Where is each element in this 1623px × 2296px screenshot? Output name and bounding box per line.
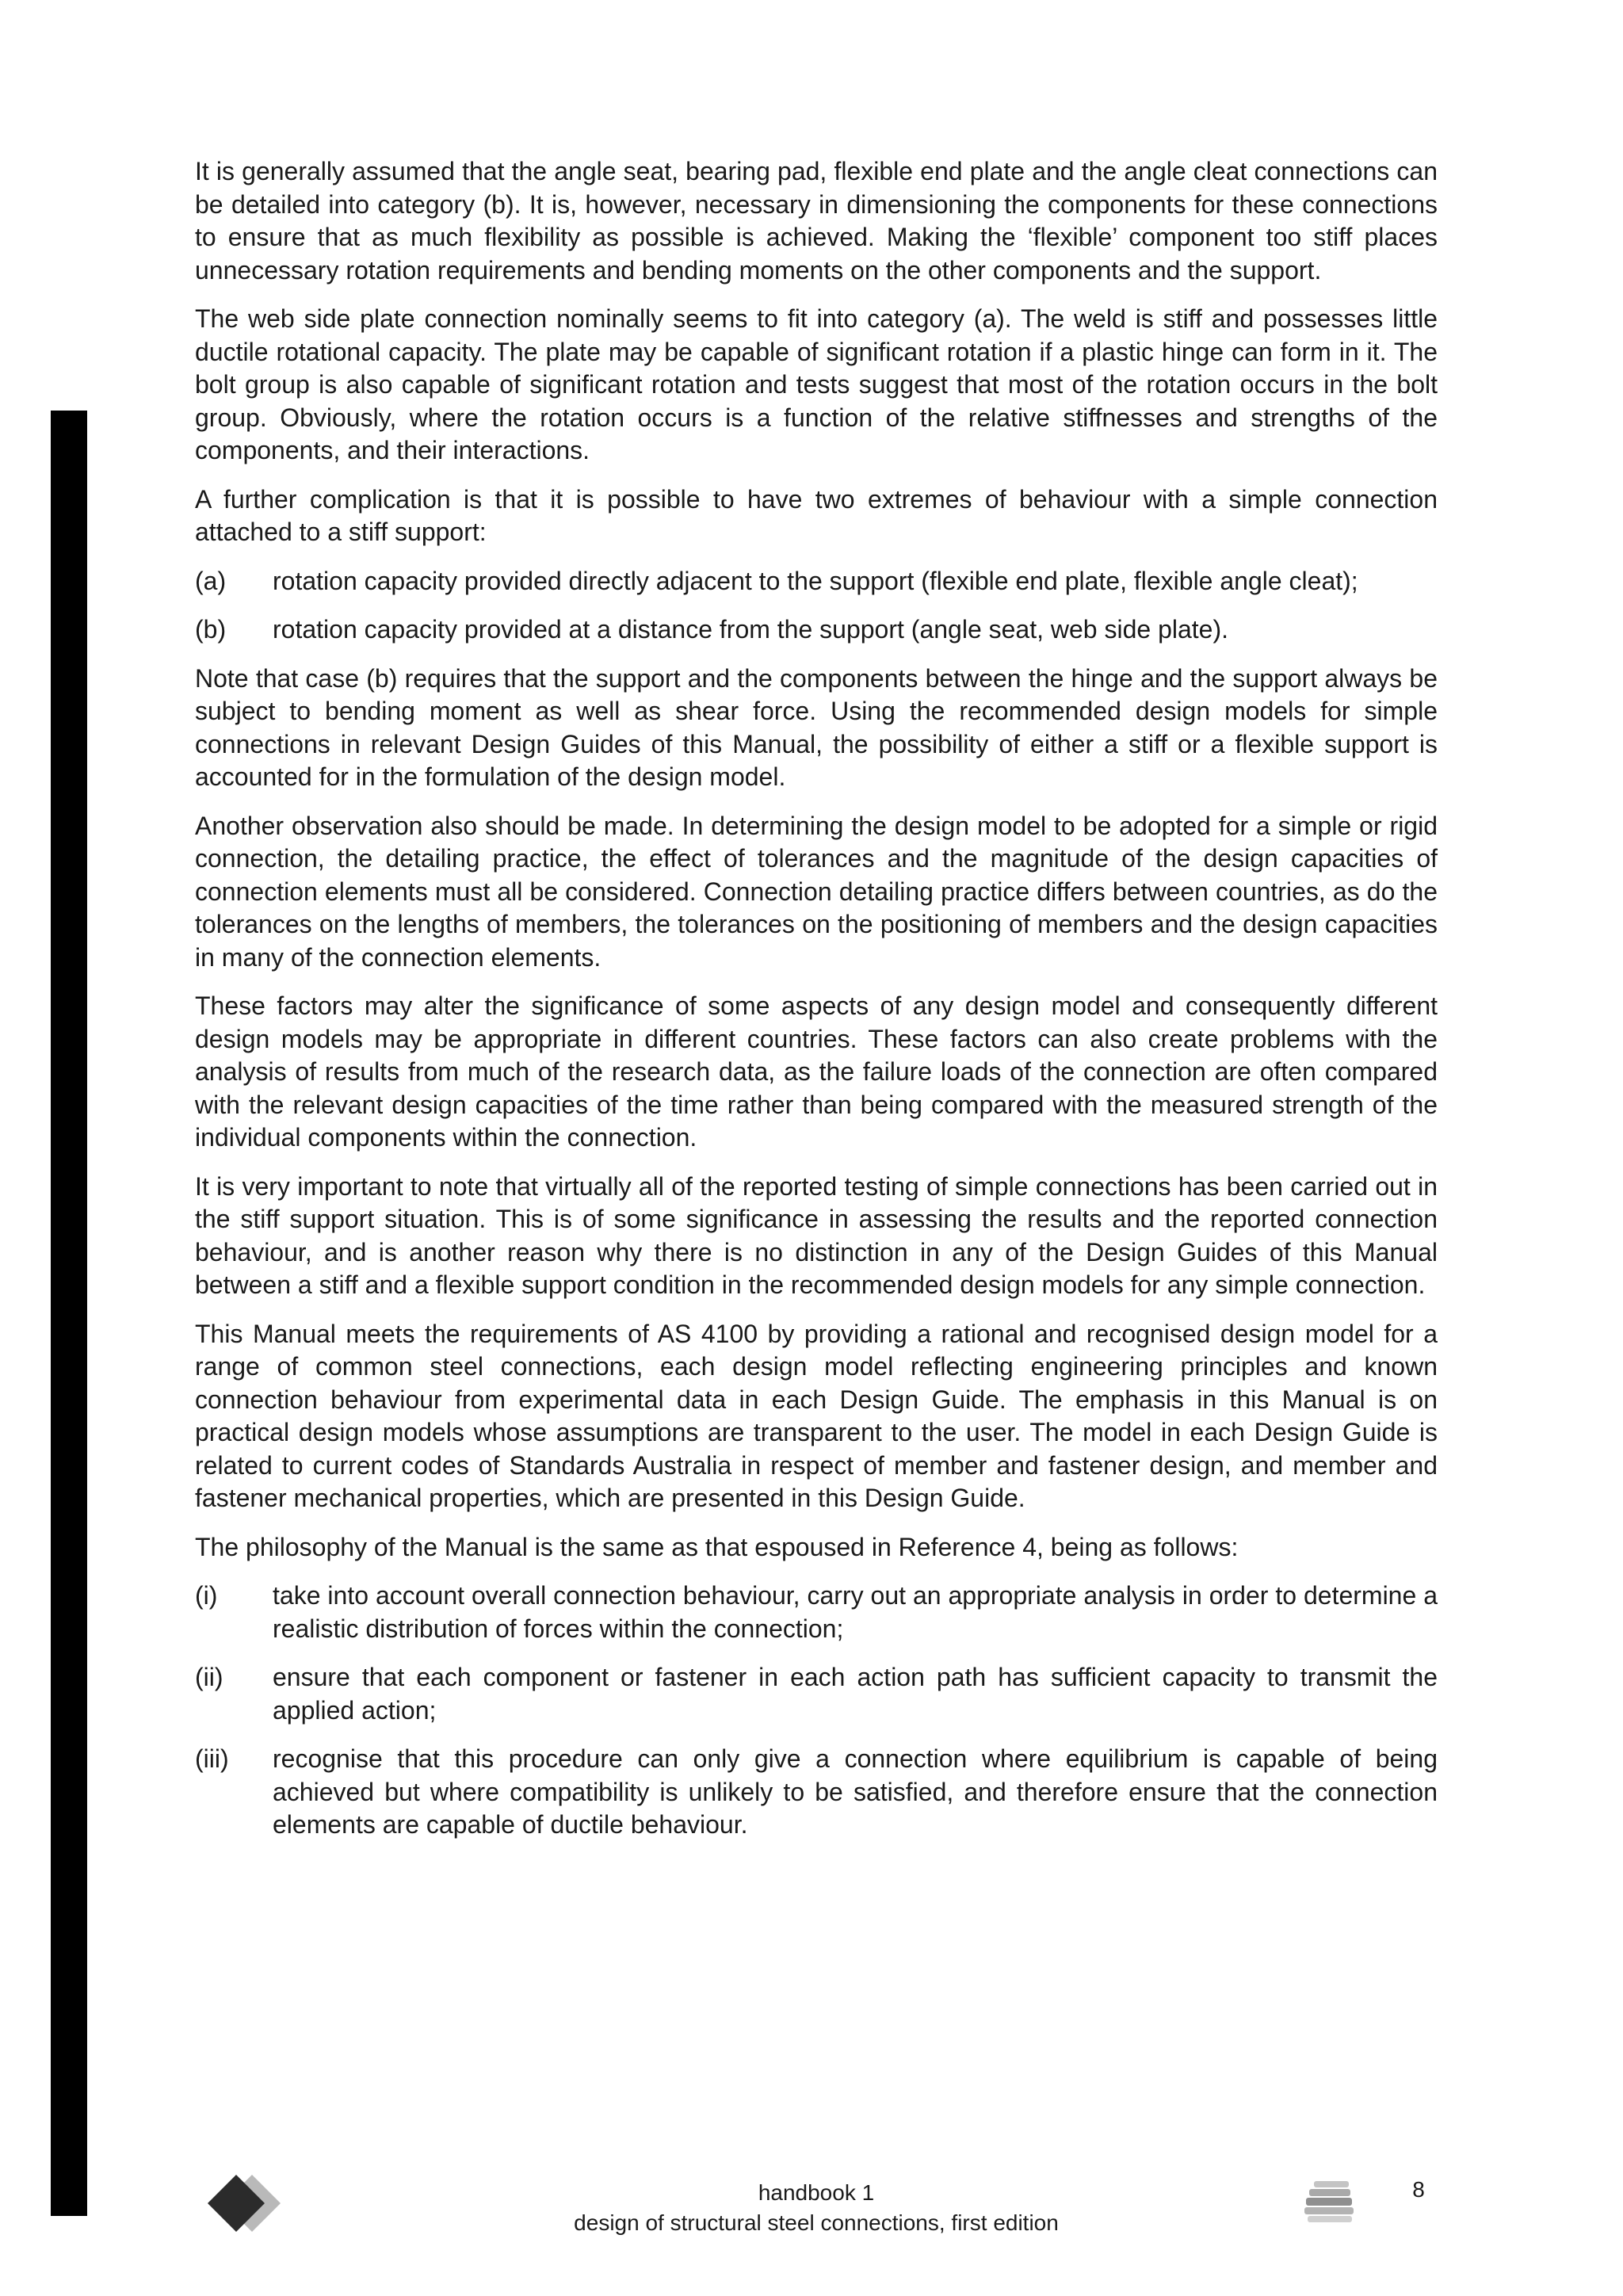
paragraph-3: A further complication is that it is possible to have two extremes of behaviour with a simple connection attached to a stiff support: (195, 484, 1438, 546)
paragraph-7: It is very important to note that virtually all of the reported testing of simple connections has been carried out in the stiff support situation. This is of some significance in assessing the results and the reported connection behaviour, and is another reason why there is no distinction in any of the Design Guides of this Manual between a stiff and a flexible support condition in the recommended design models for any simple connection. (195, 1171, 1438, 1299)
footer-handbook-title: handbook 1 (758, 2180, 875, 2205)
footer-caption (499, 2178, 1133, 2238)
list-item-ii (195, 1661, 1438, 1727)
paragraph-1: It is generally assumed that the angle seat, bearing pad, flexible end plate and the angle cleat connections can be detailed into category (b). It is, however, necessary in dimensioning the components for these connections to ensure that as much flexibility as possible is achieved. Making the ‘flexible’ component too stiff places unnecessary rotation requirements and bending moments on the other components and the support. (195, 157, 1438, 285)
list-marker: (iii) (195, 1744, 229, 1773)
list-item-text: recognise that this procedure can only give a connection where equilibrium is capable of being achieved but where compatibility is unlikely to be satisfied, and therefore ensure that the connection elements are capable of ductile behaviour. (273, 1744, 1438, 1839)
side-margin-bar (51, 411, 87, 2216)
list-marker: (a) (195, 566, 227, 595)
document-body (195, 155, 1438, 1858)
list-item-a (195, 565, 1438, 598)
diamond-logo-icon (204, 2172, 284, 2235)
list-item-i (195, 1580, 1438, 1645)
paragraph-9: The philosophy of the Manual is the same as that espoused in Reference 4, being as follows: (195, 1532, 1239, 1561)
paragraph-4: Note that case (b) requires that the support and the components between the hinge and the support always be subject to bending moment as well as shear force. Using the recommended design models for simple connections in relevant Design Guides of this Manual, the possibility of either a stiff or a flexible support is accounted for in the formulation of the design model. (195, 663, 1438, 791)
paragraph-6: These factors may alter the significance of some aspects of any design model and consequently different design models may be appropriate in different countries. These factors can also create problems with the analysis of results from much of the research data, as the failure loads of the connection are often compared with the relevant design capacities of the time rather than being compared with the measured strength of the individual components within the connection. (195, 991, 1438, 1152)
page-number: 8 (1412, 2177, 1425, 2202)
paragraph-2: The web side plate connection nominally seems to fit into category (a). The weld is stiff and possesses little ductile rotational capacity. The plate may be capable of significant rotation if a plastic hinge can form in it. The bolt group is also capable of significant rotation and tests suggest that most of the rotation occurs in the bolt group. Obviously, where the rotation occurs is a function of the relative stiffnesses and strengths of the components, and their interactions. (195, 304, 1438, 464)
list-item-text: rotation capacity provided directly adjacent to the support (flexible end plate, flexible angle cleat); (273, 566, 1358, 595)
list-item-text: rotation capacity provided at a distance from the support (angle seat, web side plate). (273, 615, 1229, 644)
list-item-b (195, 613, 1438, 647)
stacked-steel-logo-icon (1303, 2179, 1358, 2224)
list-item-iii (195, 1743, 1438, 1842)
paragraph-5: Another observation also should be made. In determining the design model to be adopted for a simple or rigid connection, the detailing practice, the effect of tolerances and the magnitude of the design capacities of connection elements must all be considered. Connection detailing practice differs between countries, as do the tolerances on the lengths of members, the tolerances on the positioning of members and the design capacities in many of the connection elements. (195, 811, 1438, 972)
footer-handbook-subtitle: design of structural steel connections, first edition (574, 2210, 1059, 2235)
paragraph-8: This Manual meets the requirements of AS 4100 by providing a rational and recognised design model for a range of common steel connections, each design model reflecting engineering principles and known connection behaviour from experimental data in each Design Guide. The emphasis in this Manual is on practical design models whose assumptions are transparent to the user. The model in each Design Guide is related to current codes of Standards Australia in respect of member and fastener design, and member and fastener mechanical properties, which are presented in this Design Guide. (195, 1319, 1438, 1512)
list-marker: (ii) (195, 1663, 223, 1691)
list-item-text: take into account overall connection behaviour, carry out an appropriate analysis in order to determine a realistic distribution of forces within the connection; (273, 1581, 1438, 1643)
list-marker: (i) (195, 1581, 218, 1610)
list-item-text: ensure that each component or fastener in each action path has sufficient capacity to transmit the applied action; (273, 1663, 1438, 1725)
list-marker: (b) (195, 615, 227, 644)
